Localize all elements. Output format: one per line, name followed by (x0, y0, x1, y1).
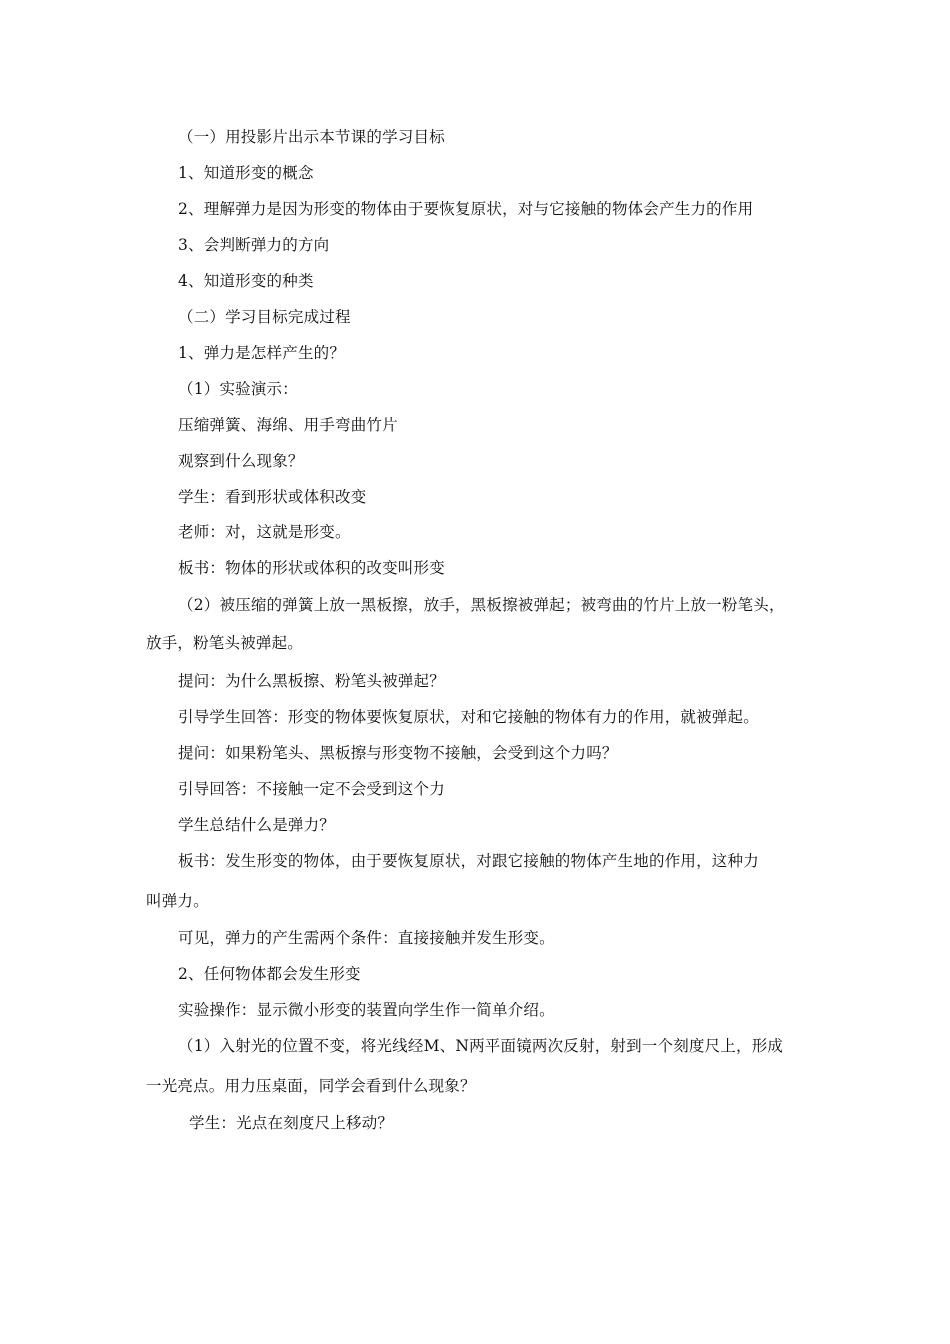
section-heading-process: （二）学习目标完成过程 (178, 308, 351, 326)
paragraph: 提问：如果粉笔头、黑板擦与形变物不接触，会受到这个力吗？ (178, 744, 618, 762)
paragraph: 学生总结什么是弹力？ (178, 816, 336, 834)
paragraph: 提问：为什么黑板擦、粉笔头被弹起？ (178, 672, 445, 690)
paragraph: 板书：发生形变的物体，由于要恢复原状，对跟它接触的物体产生地的作用，这种力 (178, 852, 759, 870)
paragraph: 板书：物体的形状或体积的改变叫形变 (178, 559, 445, 577)
paragraph: 学生：光点在刻度尺上移动？ (189, 1114, 394, 1132)
paragraph: 引导学生回答：形变的物体要恢复原状，对和它接触的物体有力的作用，就被弹起。 (178, 708, 759, 726)
objective-item-4: 4、知道形变的种类 (178, 272, 314, 290)
paragraph: 压缩弹簧、海绵、用手弯曲竹片 (178, 416, 398, 434)
paragraph: 引导回答：不接触一定不会受到这个力 (178, 780, 445, 798)
paragraph: 学生：看到形状或体积改变 (178, 488, 367, 506)
section-heading-objectives: （一）用投影片出示本节课的学习目标 (178, 128, 445, 146)
objective-item-2: 2、理解弹力是因为形变的物体由于要恢复原状，对与它接触的物体会产生力的作用 (178, 200, 754, 218)
paragraph: 实验操作：显示微小形变的装置向学生作一简单介绍。 (178, 1001, 555, 1019)
objective-item-3: 3、会判断弹力的方向 (178, 236, 330, 254)
paragraph-continuation: 放手，粉笔头被弹起。 (146, 634, 304, 652)
paragraph: （1）实验演示： (178, 380, 298, 398)
paragraph: 老师：对，这就是形变。 (178, 523, 351, 541)
paragraph: （2）被压缩的弹簧上放一黑板擦，放手，黑板擦被弹起；被弯曲的竹片上放一粉笔头， (178, 596, 785, 614)
objective-item-1: 1、知道形变的概念 (178, 164, 314, 182)
subheading-elastic-force: 1、弹力是怎样产生的？ (178, 344, 346, 362)
paragraph: （1）入射光的位置不变，将光线经M、N两平面镜两次反射，射到一个刻度尺上，形成 (178, 1037, 784, 1055)
subheading-deformation: 2、任何物体都会发生形变 (178, 965, 361, 983)
paragraph-continuation: 叫弹力。 (146, 892, 209, 910)
paragraph: 可见，弹力的产生需两个条件：直接接触并发生形变。 (178, 929, 555, 947)
paragraph: 观察到什么现象？ (178, 452, 304, 470)
paragraph-continuation: 一光亮点。用力压桌面，同学会看到什么现象？ (146, 1077, 476, 1095)
